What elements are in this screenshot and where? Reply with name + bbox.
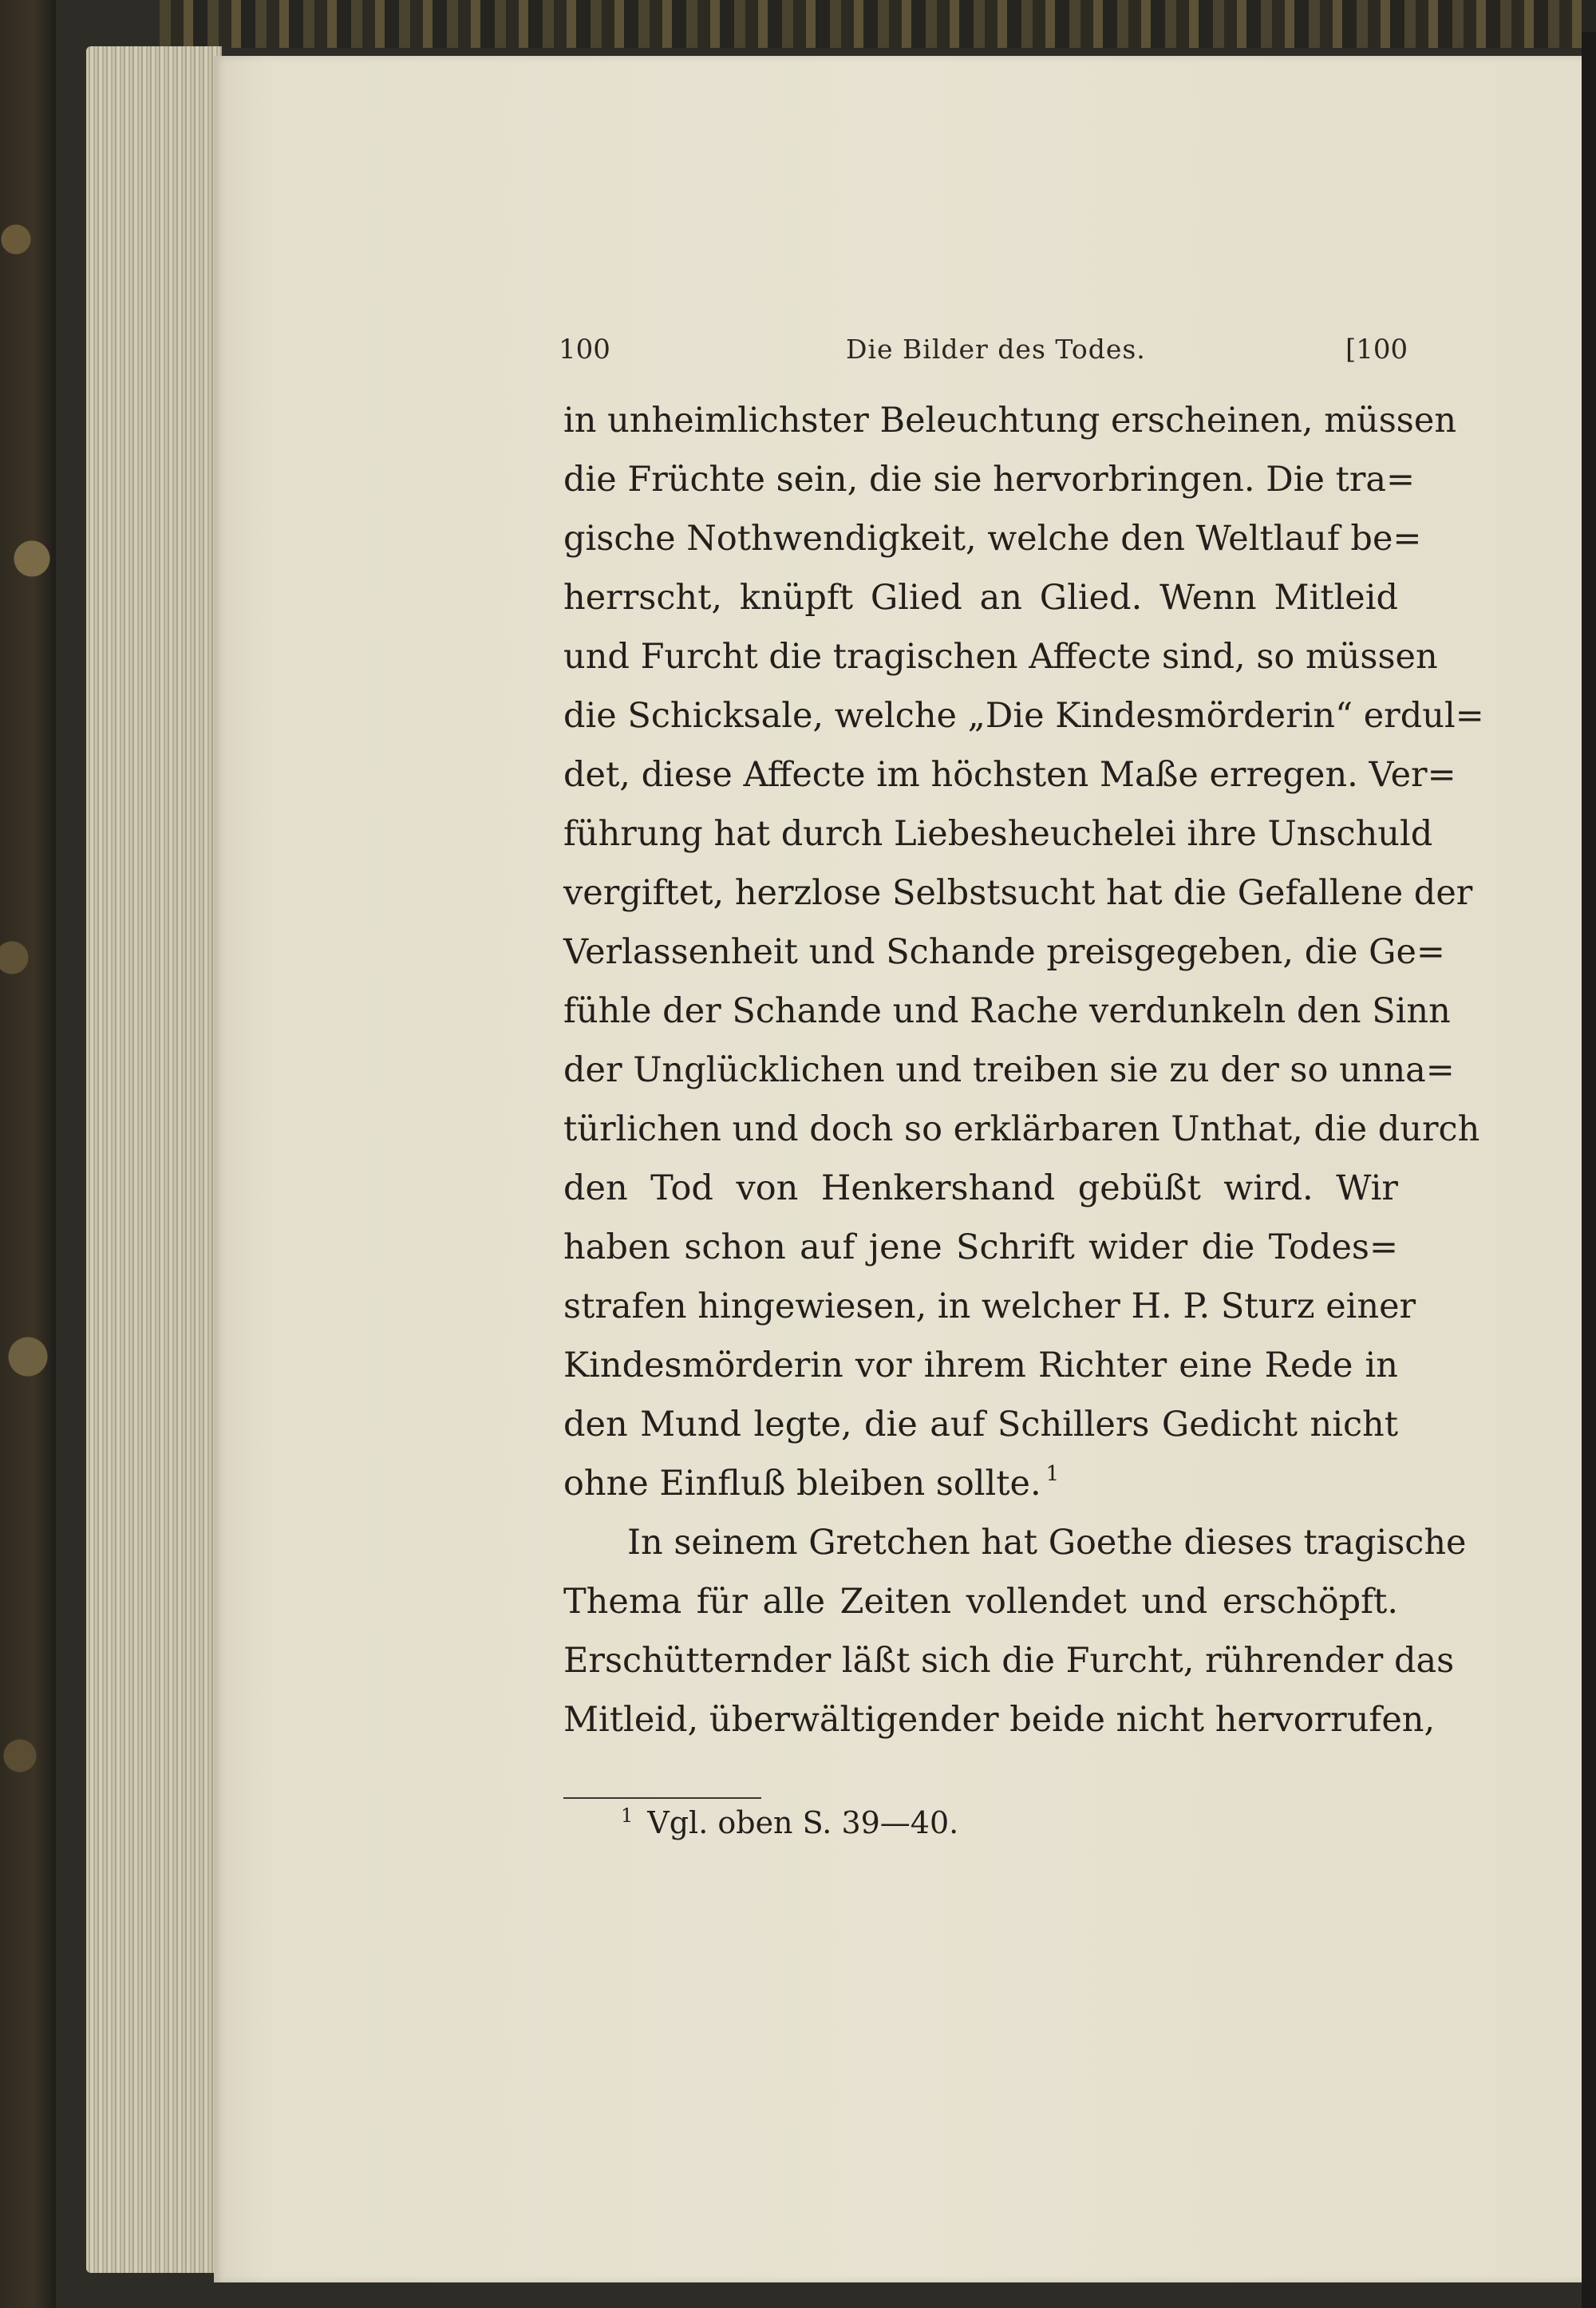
text-line-paragraph-end bbox=[563, 1454, 1398, 1513]
footnote-divider bbox=[563, 1797, 761, 1799]
text-line: die Früchte sein, die sie hervorbringen. Die tra= bbox=[563, 460, 1416, 500]
text-line: in unheimlichster Beleuchtung erscheinen, müssen bbox=[563, 401, 1457, 441]
binding-edge bbox=[1582, 32, 1596, 2308]
text-line: den Mund legte, die auf Schillers Gedicht nicht bbox=[563, 1405, 1398, 1444]
text-line-paragraph-start: In seinem Gretchen hat Goethe dieses tragische bbox=[627, 1523, 1467, 1563]
page-number: 100 bbox=[559, 334, 610, 366]
text-line: türlichen und doch so erklärbaren Unthat, die durch bbox=[563, 1109, 1480, 1149]
running-title: Die Bilder des Todes. bbox=[846, 334, 1146, 365]
text-line: die Schicksale, welche „Die Kindesmörderin“ erdul= bbox=[563, 696, 1484, 736]
footnote-reference: 1 bbox=[1045, 1462, 1060, 1486]
text-line: strafen hingewiesen, in welcher H. P. Sturz einer bbox=[563, 1286, 1416, 1326]
body-text bbox=[563, 391, 1484, 1749]
page-edges bbox=[86, 46, 222, 2273]
marbled-cover-left bbox=[0, 0, 56, 2308]
text-line: den Tod von Henkershand gebüßt wird. Wir bbox=[563, 1168, 1398, 1208]
footnote bbox=[621, 1805, 958, 1840]
text-line: Thema für alle Zeiten vollendet und erschöpft. bbox=[563, 1582, 1398, 1622]
text-line: und Furcht die tragischen Affecte sind, so müssen bbox=[563, 637, 1438, 677]
text-line-content: ohne Einfluß bleiben sollte. bbox=[563, 1464, 1041, 1504]
text-line: Verlassenheit und Schande preisgegeben, die Ge= bbox=[563, 932, 1445, 972]
text-line: det, diese Affecte im höchsten Maße erregen. Ver= bbox=[563, 755, 1456, 795]
page-number-bracketed: [100 bbox=[1345, 334, 1408, 366]
text-line: haben schon auf jene Schrift wider die Todes= bbox=[563, 1227, 1398, 1267]
text-line: vergiftet, herzlose Selbstsucht hat die Gefallene der bbox=[563, 873, 1473, 913]
text-line: der Unglücklichen und treiben sie zu der so unna= bbox=[563, 1050, 1455, 1090]
text-line: führung hat durch Liebesheuchelei ihre Unschuld bbox=[563, 814, 1433, 854]
text-line: gische Nothwendigkeit, welche den Weltlauf be= bbox=[563, 519, 1422, 559]
text-line: Erschütternder läßt sich die Furcht, rührender das bbox=[563, 1641, 1455, 1681]
text-line: Mitleid, überwältigender beide nicht hervorrufen, bbox=[563, 1700, 1436, 1740]
footnote-mark: 1 bbox=[621, 1804, 634, 1827]
footnote-text: Vgl. oben S. 39—40. bbox=[647, 1805, 959, 1840]
marbled-cover-top bbox=[160, 0, 1596, 48]
text-line: herrscht, knüpft Glied an Glied. Wenn Mitleid bbox=[563, 578, 1398, 618]
text-line: fühle der Schande und Rache verdunkeln den Sinn bbox=[563, 991, 1451, 1031]
text-line: Kindesmörderin vor ihrem Richter eine Rede in bbox=[563, 1346, 1398, 1385]
